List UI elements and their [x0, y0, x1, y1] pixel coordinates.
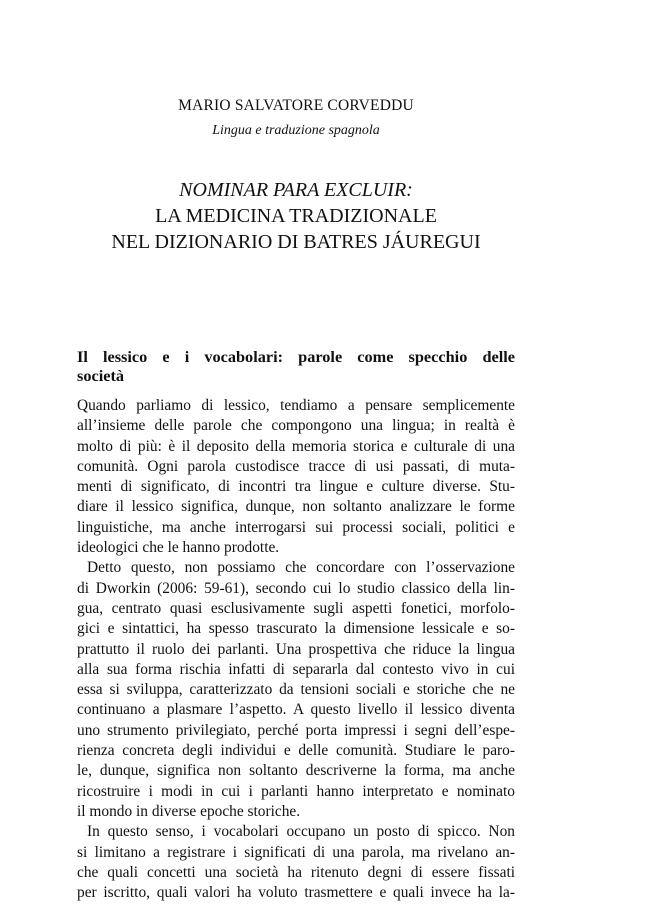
text-line: diare il lessico significa, dunque, non soltanto analizzare le forme [77, 498, 515, 516]
text-line: all’insieme delle parole che compongono una lingua; in realtà è [77, 417, 515, 435]
section-heading [77, 347, 515, 385]
text-line: Detto questo, non possiamo che concordare con l’osservazione [87, 559, 515, 577]
body-text [77, 396, 515, 903]
text-line: continuano a plasmare l’aspetto. A questo livello il lessico diventa [77, 701, 515, 719]
page [77, 0, 515, 917]
text-line: rienza concreta degli individui e delle comunità. Studiare le paro- [77, 742, 515, 760]
text-line: menti di significato, di incontri tra lingue e culture diverse. Stu- [77, 478, 515, 496]
text-line: alla sua forma rischia infatti di separarla dal contesto vivo in cui [77, 660, 515, 678]
text-line: il mondo in diverse epoche storiche. [77, 802, 301, 820]
text-line: ideologici che le hanno prodotte. [77, 539, 280, 557]
title-line-1: NOMINAR PARA EXCLUIR: [179, 179, 413, 201]
title-line-2: LA MEDICINA TRADIZIONALE [155, 205, 437, 227]
text-line: In questo senso, i vocabolari occupano un posto di spicco. Non [87, 823, 515, 841]
text-line: Quando parliamo di lessico, tendiamo a pensare semplicemente [77, 397, 515, 414]
text-line: gici e sintattici, ha spesso trascurato la dimensione lessicale e so- [77, 620, 515, 638]
author-affiliation: Lingua e traduzione spagnola [212, 123, 380, 138]
text-line: linguistiche, ma anche interrogarsi sui processi sociali, politici e [77, 518, 515, 536]
text-line: molto di più: è il deposito della memoria storica e culturale di una [77, 437, 515, 455]
text-line: le, dunque, significa non soltanto descriverne la forma, ma anche [77, 762, 515, 780]
text-line: prattutto il ruolo dei parlanti. Una prospettiva che riduce la lingua [77, 640, 515, 658]
text-line: che quali concetti una società ha ritenuto degni di essere fissati [77, 863, 515, 881]
text-line: comunità. Ogni parola custodisce tracce di usi passati, di muta- [77, 457, 515, 475]
author-name: MARIO SALVATORE CORVEDDU [178, 97, 414, 114]
text-line: si limitano a registrare i significati di una parola, ma rivelano an- [77, 843, 515, 861]
title-line-3: NEL DIZIONARIO DI BATRES JÁUREGUI [111, 231, 481, 253]
section-heading-line-1: Il lessico e i vocabolari: parole come specchio delle [77, 347, 515, 366]
text-line: per iscritto, quali valori ha voluto trasmettere e quali invece ha la- [77, 884, 515, 902]
section-heading-line-2: società [77, 366, 125, 385]
text-line: uno strumento privilegiato, perché porta impressi i segni dell’espe- [77, 721, 515, 739]
text-line: essa si sviluppa, caratterizzato da tensioni sociali e storiche che ne [77, 681, 515, 699]
text-line: di Dworkin (2006: 59-61), secondo cui lo studio classico della lin- [77, 579, 515, 597]
text-line: gua, centrato quasi esclusivamente sugli aspetti fonetici, morfolo- [77, 599, 515, 617]
article-title [77, 177, 515, 255]
text-line: ricostruire i modi in cui i parlanti hanno interpretato e nominato [77, 782, 515, 800]
